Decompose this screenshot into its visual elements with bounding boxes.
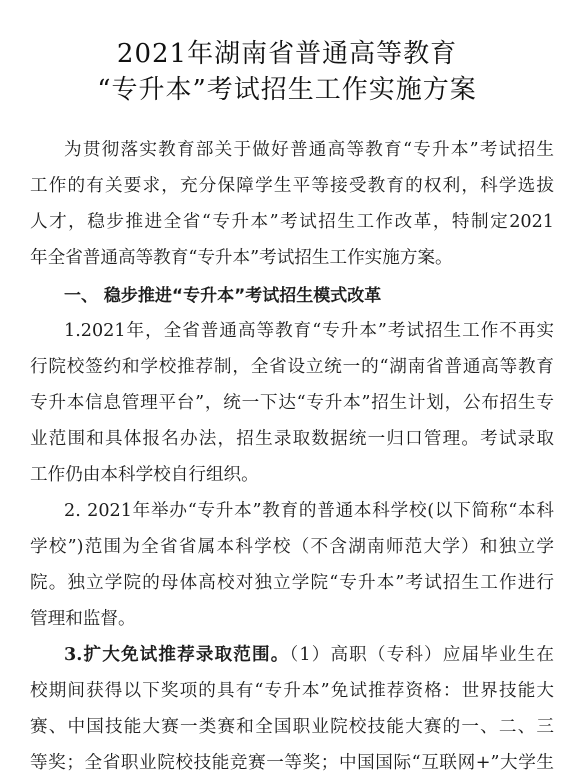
item-3-line: 校期间获得以下奖项的具有“专升本”免试推荐资格：世界技能大 <box>30 681 554 701</box>
item-1-line: 专升本信息管理平台”，统一下达“专升本”招生计划，公布招生专 <box>30 393 554 413</box>
intro-paragraph-line: 年全省普通高等教育“专升本”考试招生工作实施方案。 <box>30 248 453 268</box>
document-title-line-2: “专升本”考试招生工作实施方案 <box>97 75 477 105</box>
intro-paragraph-line: 为贯彻落实教育部关于做好普通高等教育“专升本”考试招生 <box>64 140 554 160</box>
item-2-line: 院。独立学院的母体高校对独立学院“专升本”考试招生工作进行 <box>30 573 554 593</box>
item-1-line: 行院校签约和学校推荐制，全省设立统一的“湖南省普通高等教育 <box>30 357 554 377</box>
intro-paragraph-line: 工作的有关要求，充分保障学生平等接受教育的权利，科学选拔 <box>30 176 554 196</box>
item-3-line: 赛、中国技能大赛一类赛和全国职业院校技能大赛的一、二、三 <box>30 717 554 737</box>
intro-paragraph-line: 人才，稳步推进全省“专升本”考试招生工作改革，特制定2021 <box>30 212 554 232</box>
section-heading: 一、 稳步推进“专升本”考试招生模式改革 <box>64 286 382 306</box>
item-3-first-line <box>64 641 554 666</box>
item-1-line: 业范围和具体报名办法，招生录取数据统一归口管理。考试录取 <box>30 429 554 449</box>
item-1-line: 工作仍由本科学校自行组织。 <box>30 465 259 485</box>
item-3-bold-lead: 3.扩大免试推荐录取范围。 <box>64 644 290 665</box>
document-title-line-1: 2021年湖南省普通高等教育 <box>116 39 458 69</box>
item-1-line: 1.2021年，全省普通高等教育“专升本”考试招生工作不再实 <box>64 321 554 341</box>
item-3-first-line-rest: （1）高职（专科）应届毕业生在 <box>289 645 554 665</box>
item-2-line: 2. 2021年举办“专升本”教育的普通本科学校(以下简称“本科 <box>64 501 554 521</box>
item-2-line: 管理和监督。 <box>30 609 136 629</box>
item-2-line: 学校”)范围为全省省属本科学校（不含湖南师范大学）和独立学 <box>30 537 554 557</box>
item-3-line: 等奖；全省职业院校技能竞赛一等奖；中国国际“互联网+”大学生 <box>30 753 554 773</box>
